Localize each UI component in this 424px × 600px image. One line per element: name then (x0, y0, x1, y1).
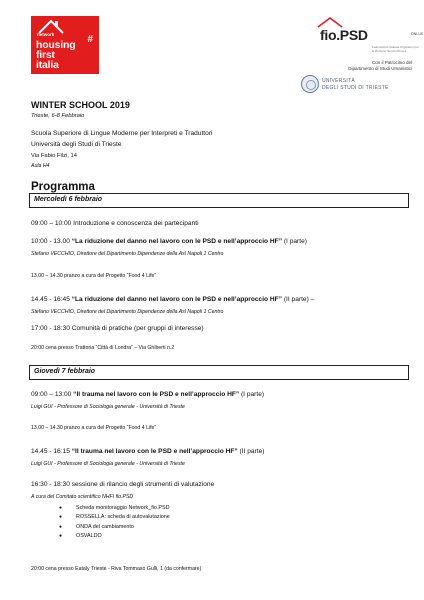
logo-hash: # (87, 34, 93, 45)
agenda-item-dinner-2: 20:00 cena presso Eataly Trieste - Riva Tommaso Gulli, 1 (da confermare) (31, 566, 202, 572)
item-title: “La riduzione del danno nel lavoro con le PSD e nell’approccio HF” (71, 238, 283, 245)
fio-psd-name: fio.PSD (320, 27, 368, 43)
evaluation-tools-list (76, 504, 170, 541)
agenda-item-trauma-1 (31, 391, 264, 398)
university-logo (301, 75, 411, 93)
event-title: WINTER SCHOOL 2019 (31, 100, 130, 110)
fio-subtitle: Federazione Italiana Organismi per le Persone Senza Dimora (372, 45, 419, 53)
agenda-item-harm-reduction-1 (31, 238, 307, 245)
agenda-item-community: 17:00 - 18:30 Comunità di pratiche (per gruppi di interesse) (31, 325, 204, 332)
speaker-gui-1: Luigi GUI - Professore di Sociologia generale - Università di Trieste (31, 404, 185, 410)
patronage-line-2: Dipartimento di Studi Umanistici (348, 66, 412, 71)
day-label: Giovedì 7 febbraio (34, 368, 96, 375)
list-item: ● ONDA del cambiamento (76, 523, 170, 532)
housing-first-italia-logo (31, 16, 99, 74)
agenda-item-dinner-1: 20:00 cena presso Trattoria “Città di Londra” – Via Ghiberti n.2 (31, 345, 175, 351)
evaluation-organizer: A cura del Comitato scientifico NHFI fio.PSD (31, 494, 134, 500)
patronage-line-1: Con il Patrocinio del (371, 60, 412, 65)
speaker-gui-2: Luigi GUI - Professore di Sociologia generale - Università di Trieste (31, 461, 185, 467)
event-dates: Trieste, 6-8 Febbraio (31, 113, 85, 119)
item-time: 09:00 – 13:00 (31, 391, 74, 398)
list-item: ● ROSSELLA: scheda di autovalutazione (76, 513, 170, 522)
day-label: Mercoledì 6 febbraio (34, 196, 103, 203)
logo-network-text: network (37, 32, 55, 37)
item-part: (II parte) – (282, 296, 315, 303)
patronage-note (300, 60, 412, 72)
agenda-item-lunch-1: 13.00 – 14.30 pranzo a cura del Progetto “Food 4 Life” (31, 273, 157, 279)
list-item: ● OSVALDO (76, 532, 170, 541)
speaker-vecchio-2: Stefano VECCHIO, Direttore del Dipartimento Dipendenze della Asl Napoli 1 Centro (31, 309, 224, 315)
item-part: (II parte) (237, 448, 265, 455)
agenda-item-trauma-2 (31, 448, 264, 455)
program-title: Programma (31, 181, 95, 193)
item-part: (I parte) (282, 238, 307, 245)
fio-psd-logo (312, 15, 422, 55)
day-header-wednesday (29, 193, 409, 208)
list-item: ● Scheda monitoraggio Network_fio.PSD (76, 504, 170, 513)
logo-housing-text: housing (36, 39, 76, 51)
item-title: “La riduzione del danno nel lavoro con le PSD e nell’approccio HF” (71, 296, 283, 303)
logo-first-text: first (36, 49, 55, 61)
venue-line-1: Scuola Superiore di Lingue Moderne per Interpreti e Traduttori (31, 130, 213, 137)
venue-room: Aula H4 (31, 163, 50, 169)
agenda-item-intro: 09:00 – 10:00 Introduzione e conoscenza dei partecipanti (31, 220, 199, 227)
item-time: 10:00 - 13.00 (31, 238, 72, 245)
speaker-vecchio-1: Stefano VECCHIO, Direttore del Dipartimento Dipendenze della Asl Napoli 1 Centro (31, 251, 224, 257)
agenda-item-harm-reduction-2 (31, 296, 314, 303)
item-title: “Il trauma nel lavoro con le PSD e nell’approccio HF” (73, 391, 240, 398)
item-time: 14.45 - 16:15 (31, 448, 72, 455)
agenda-item-evaluation-tools: 16:30 - 18:30 sessione di rilancio degli strumenti di valutazione (31, 481, 215, 488)
day-header-thursday (29, 365, 409, 380)
item-time: 14.45 - 16:45 (31, 296, 72, 303)
agenda-item-lunch-2: 13.00 – 14.30 pranzo a cura del Progetto “Food 4 Life” (31, 425, 157, 431)
fio-onlus-text: ONLUS (411, 32, 424, 36)
university-name-line-1: UNIVERSITÀ (322, 78, 356, 84)
university-seal-icon (301, 75, 319, 93)
venue-address: Via Fabio Filzi, 14 (31, 153, 77, 159)
item-part: (I parte) (239, 391, 265, 398)
item-title: “Il trauma nel lavoro con le PSD e nell’approccio HF” (71, 448, 238, 455)
venue-line-2: Università degli Studi di Trieste (31, 141, 122, 148)
logo-italia-text: italia (36, 59, 59, 71)
university-name-line-2: DEGLI STUDI DI TRIESTE (322, 85, 389, 91)
